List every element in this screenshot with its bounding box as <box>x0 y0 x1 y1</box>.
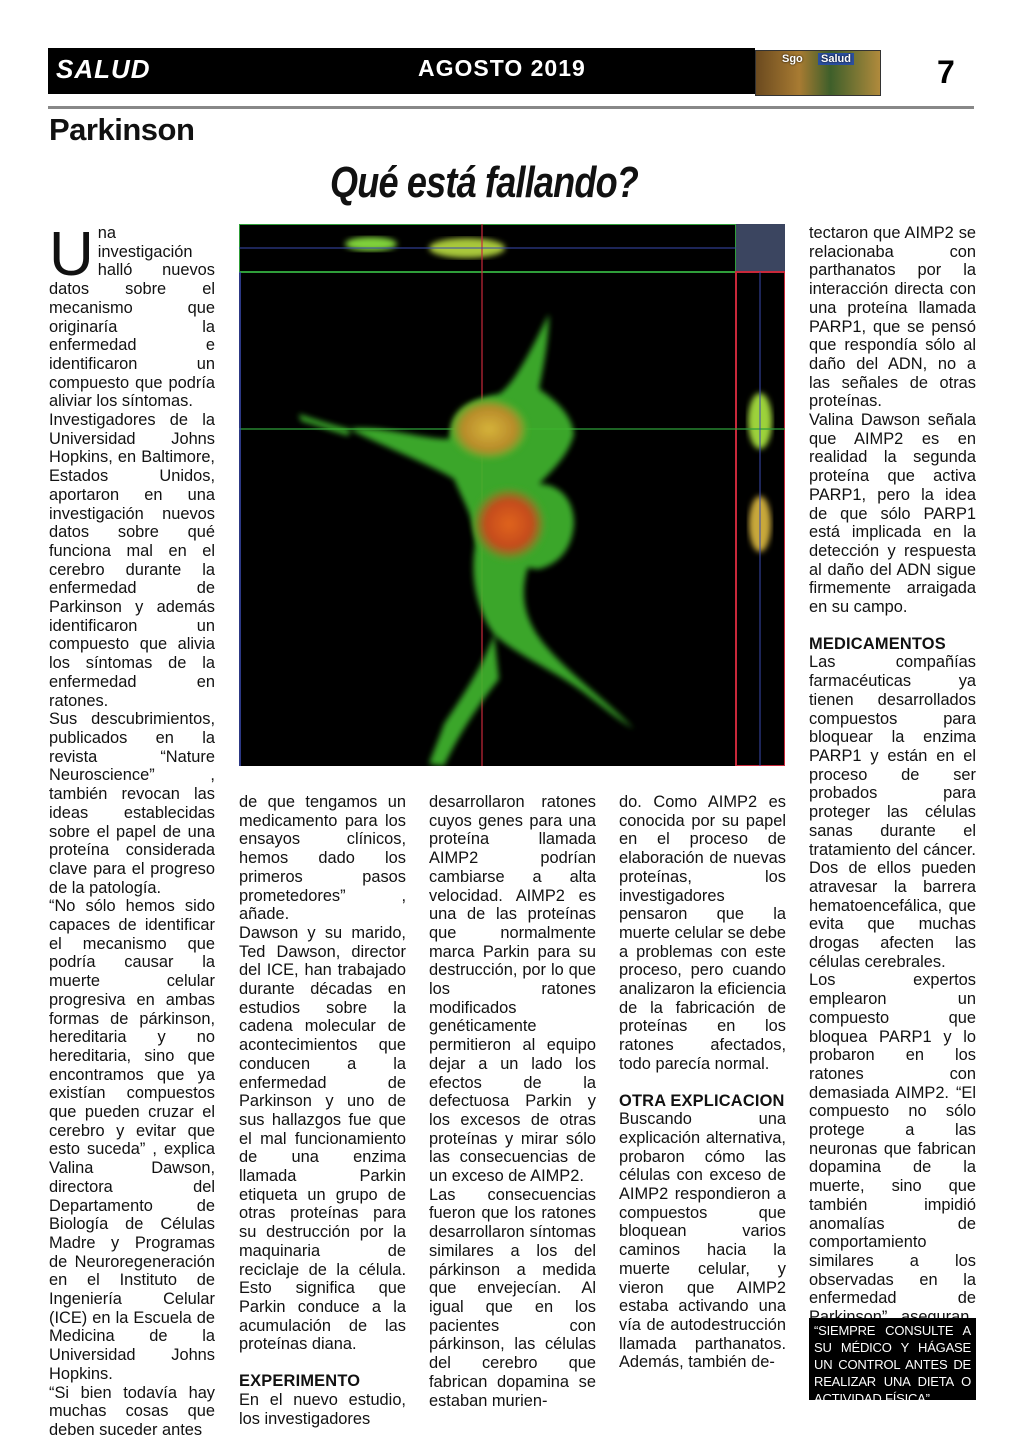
paragraph: Valina Dawson señala que AIMP2 es en realidad la segunda proteína que activa PARP1, pero la idea de que sólo PARP1 está implicada en la detección y respuesta al daño del ADN sigue firmemente arraigada en su campo. <box>809 411 976 617</box>
header-rule <box>48 106 974 109</box>
issue-date: AGOSTO 2019 <box>418 55 586 81</box>
paragraph: Investigadores de la Universidad Johns Hopkins, en Baltimore, Estados Unidos, aportaron en una investigación nuevos datos sobre qué funciona mal en el cerebro durante la enfermedad de Parkinson y además identificaron un compuesto que alivia los síntomas de la enfermedad en ratones. <box>49 411 215 710</box>
logo-text-left: Sgo <box>782 53 803 65</box>
paragraph: do. Como AIMP2 es conocida por su papel en el proceso de elaboración de nuevas proteínas, los investigadores pensaron que la muerte celular se debe a problemas con este proceso, pero cuando analizaron la eficiencia de la fabricación de proteínas en los ratones afectados, todo parecía normal. <box>619 793 786 1073</box>
paragraph: de que tengamos un medicamento para los ensayos clínicos, hemos dado los primeros pasos prometedores” , añade. <box>239 793 406 924</box>
article-column-3 <box>429 793 596 1410</box>
subheading-otra-explicacion: OTRA EXPLICACION <box>619 1091 785 1110</box>
paragraph: “No sólo hemos sido capaces de identificar el mecanismo que podría causar la muerte celular progresiva en ambas formas de párkinson, hereditaria y no hereditaria, sino que encontramos que ya existían compuestos que pueden cruzar el cerebro y evitar que esto suceda” , explica Valina Dawson, directora del Departamento de Biología de Células Madre y Programas de Neuroregeneración en el Instituto de Ingeniería Celular (ICE) en la Escuela de Medicina de la Universidad Johns Hopkins. <box>49 897 215 1383</box>
topic-title: Parkinson <box>49 112 195 147</box>
paragraph: Dawson y su marido, Ted Dawson, director del ICE, han trabajado durante décadas en estudios sobre la cadena molecular de acontecimientos que conducen a la enfermedad de Parkinson y uno de sus hallazgos fue que el mal funcionamiento de una enzima llamada Parkin etiqueta un grupo de otras proteínas para su destrucción por la maquinaria de reciclaje de la célula. Esto significa que Parkin conduce a la acumulación de las proteínas diana. <box>239 923 406 1354</box>
article-column-1 <box>49 220 215 1440</box>
article-column-2 <box>239 793 406 1428</box>
paragraph: Sus descubrimientos, publicados en la revista “Nature Neuroscience” , también revocan las ideas establecidas sobre el papel de una proteína considerada clave para el progreso de la patología. <box>49 710 215 897</box>
lead-paragraph: Una investigación halló nuevos datos sobre el mecanismo que originaría la enfermedad e identificaron un compuesto que podría aliviar los síntomas. <box>49 220 215 411</box>
subheading-experimento: EXPERIMENTO <box>239 1372 361 1391</box>
publication-logo <box>755 50 881 96</box>
paragraph: tectaron que AIMP2 se relacionaba con parthanatos por la interacción directa con una proteína llamada PARP1, que se pensó que respondía sólo al daño del ADN, no a las señales de otras proteínas. <box>809 224 976 411</box>
subheading-medicamentos: MEDICAMENTOS <box>809 634 946 653</box>
header-bar <box>48 48 755 94</box>
paragraph: Buscando una explicación alternativa, probaron cómo las células con exceso de AIMP2 respondieron a compuestos que bloquean varios caminos hacia la muerte celular, y vieron que AIMP2 estaba activando una vía de autodestrucción llamada parthanatos. Además, también de- <box>619 1110 786 1372</box>
neuron-icon <box>239 224 785 766</box>
neuron-microscopy-image <box>239 224 785 766</box>
paragraph: desarrollaron ratones cuyos genes para una proteína llamada AIMP2 podrían cambiarse a alta velocidad. AIMP2 es una de las proteínas que normalmente marca Parkin para su destrucción, por lo que los ratones modificados genéticamente permitieron al equipo dejar a un lado los efectos de la defectuosa Parkin y los excesos de otras proteínas y mirar sólo las consecuencias de un exceso de AIMP2. <box>429 793 596 1186</box>
paragraph: Las compañías farmacéuticas ya tienen desarrollados compuestos para bloquear la enzima PARP1 y están en el proceso de ser probados para proteger las células sanas durante el tratamiento del cáncer. Dos de ellos pueden atravesar la barrera hematoencefálica, que evita que muchas drogas afecten las células cerebrales. <box>809 653 976 971</box>
logo-text-right: Salud <box>818 53 854 65</box>
paragraph: En el nuevo estudio, los investigadores <box>239 1390 406 1428</box>
paragraph: Las consecuencias fueron que los ratones desarrollaron síntomas similares a los del párkinson a medida que envejecían. Al igual que en los pacientes con párkinson, las células del cerebro que fabrican dopamina se estaban murien- <box>429 1185 596 1410</box>
paragraph: Los expertos emplearon un compuesto que bloquea PARP1 y lo probaron en los ratones con demasiada AIMP2. “El compuesto no sólo protege a las neuronas que fabrican dopamina de la muerte, sino que también impidió anomalías de comportamiento similares a los observadas en la enfermedad de <box>809 971 976 1308</box>
article-column-5 <box>809 224 976 1327</box>
health-advice-callout: “SIEMPRE CONSULTE A SU MÉDICO Y HÁGASE UN CONTROL ANTES DE REALIZAR UNA DIETA O ACTIVIDAD FÍSICA” <box>809 1318 976 1400</box>
headline: Qué está fallando? <box>330 158 639 207</box>
paragraph: “Si bien todavía hay muchas cosas que deben suceder antes <box>49 1383 215 1439</box>
article-column-4 <box>619 793 786 1372</box>
section-label: SALUD <box>56 54 151 84</box>
drop-cap: U <box>49 220 94 289</box>
page-number: 7 <box>937 54 955 90</box>
